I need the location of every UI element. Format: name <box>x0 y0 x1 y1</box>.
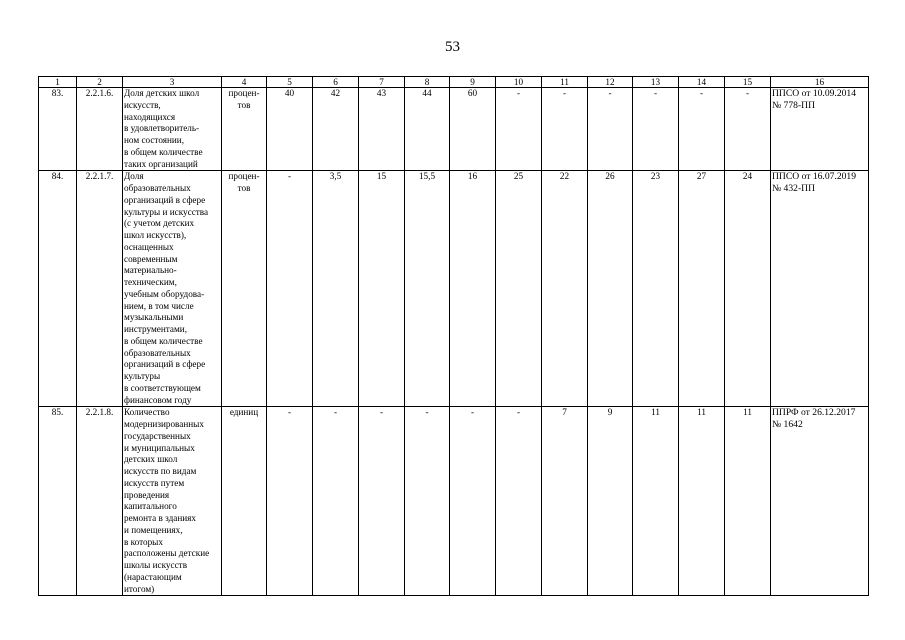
header-row <box>39 77 869 88</box>
column-header: 11 <box>542 77 588 88</box>
value-cell: 11 <box>725 407 771 596</box>
cell-text-line: ППСО от 10.09.2014 <box>772 88 857 99</box>
column-header: 16 <box>771 77 869 88</box>
value-cell: - <box>588 88 633 171</box>
cell-text-line: модернизированных <box>124 419 204 429</box>
cell-text-line: искусств путем <box>124 477 185 488</box>
cell-text-line: государственных <box>124 430 191 441</box>
cell-text-line: школы искусств <box>124 560 188 570</box>
cell-text-line: Доля <box>124 171 144 182</box>
value-cell: - <box>542 88 588 171</box>
cell-text-line: в удовлетворитель- <box>124 123 200 134</box>
cell-text-line: ном состоянии, <box>124 135 185 145</box>
cell-text-line: и муниципальных <box>124 442 195 453</box>
value-cell: 26 <box>588 171 633 407</box>
value-cell: 7 <box>542 407 588 596</box>
row-number-cell: 85. <box>39 407 77 596</box>
cell-text-line: в которых <box>124 536 163 547</box>
cell-text-line: ППРФ от 26.12.2017 <box>772 407 856 419</box>
value-cell: - <box>359 407 405 596</box>
cell-text-line: образовательных <box>124 183 191 193</box>
cell-text-line: детских школ <box>124 454 178 465</box>
cell-text-line: № 778-ПП <box>772 99 815 111</box>
column-header: 1 <box>39 77 77 88</box>
value-cell: - <box>450 407 496 596</box>
column-header: 10 <box>496 77 542 88</box>
row-number-cell: 83. <box>39 88 77 171</box>
cell-text-line: (нарастающим <box>124 571 182 582</box>
value-cell: 23 <box>633 171 679 407</box>
cell-text-line: материально- <box>124 265 177 276</box>
cell-text-line: Количество <box>124 407 170 418</box>
column-header: 12 <box>588 77 633 88</box>
cell-text-line: музыкальными <box>124 312 184 323</box>
cell-text-line: инструментами, <box>124 324 188 334</box>
indicator-name-cell <box>123 171 222 407</box>
indicator-code-cell: 2.2.1.7. <box>77 171 123 407</box>
cell-text-line: итогом) <box>124 583 155 594</box>
cell-text-line: расположены детские <box>124 548 210 559</box>
cell-text-line: организаций в сфере <box>124 194 206 205</box>
cell-text-line: № 432-ПП <box>772 183 815 194</box>
column-header: 8 <box>405 77 450 88</box>
indicator-code-cell: 2.2.1.8. <box>77 407 123 596</box>
cell-text-line: ППСО от 16.07.2019 <box>772 171 857 183</box>
column-header: 13 <box>633 77 679 88</box>
cell-text-line: тов <box>237 183 251 193</box>
column-header: 2 <box>77 77 123 88</box>
row-number-cell: 84. <box>39 171 77 407</box>
indicator-table <box>38 76 869 596</box>
column-header: 3 <box>123 77 222 88</box>
cell-text-line: № 1642 <box>772 419 803 430</box>
value-cell: - <box>267 171 313 407</box>
column-header: 9 <box>450 77 496 88</box>
cell-text-line: финансовом году <box>124 394 192 405</box>
value-cell: - <box>679 88 725 171</box>
source-document-cell <box>771 171 869 407</box>
value-cell: - <box>496 407 542 596</box>
indicator-code-cell: 2.2.1.6. <box>77 88 123 171</box>
value-cell: 42 <box>313 88 359 171</box>
page-number: 53 <box>445 39 460 55</box>
value-cell: 11 <box>679 407 725 596</box>
cell-text-line: учебным оборудова- <box>124 288 205 299</box>
source-document-cell <box>771 407 869 596</box>
cell-text-line: процен- <box>228 88 260 98</box>
source-document-cell <box>771 88 869 171</box>
cell-text-line: нием, в том числе <box>124 300 194 311</box>
value-cell: 22 <box>542 171 588 407</box>
value-cell: - <box>496 88 542 171</box>
value-cell: - <box>267 407 313 596</box>
value-cell: 15 <box>359 171 405 407</box>
value-cell: 9 <box>588 407 633 596</box>
value-cell: 15,5 <box>405 171 450 407</box>
value-cell: - <box>633 88 679 171</box>
cell-text-line: процен- <box>228 171 260 182</box>
value-cell: 3,5 <box>313 171 359 407</box>
cell-text-line: проведения <box>124 489 170 500</box>
column-header: 6 <box>313 77 359 88</box>
value-cell: - <box>313 407 359 596</box>
cell-text-line: ремонта в зданиях <box>124 513 197 523</box>
value-cell: - <box>725 88 771 171</box>
value-cell: 27 <box>679 171 725 407</box>
unit-cell <box>222 88 267 171</box>
cell-text-line: культуры <box>124 371 161 381</box>
table-row <box>39 171 869 407</box>
cell-text-line: современным <box>124 253 178 264</box>
value-cell: 43 <box>359 88 405 171</box>
cell-text-line: образовательных <box>124 347 191 358</box>
value-cell: 16 <box>450 171 496 407</box>
value-cell: 60 <box>450 88 496 171</box>
cell-text-line: находящихся <box>124 111 176 122</box>
cell-text-line: оснащенных <box>124 241 174 252</box>
cell-text-line: тов <box>237 99 251 110</box>
cell-text-line: культуры и искусства <box>124 206 209 217</box>
column-header: 5 <box>267 77 313 88</box>
indicator-name-cell <box>123 88 222 171</box>
table-row <box>39 407 869 596</box>
cell-text-line: организаций в сфере <box>124 359 206 370</box>
cell-text-line: школ искусств), <box>124 230 187 240</box>
column-header: 14 <box>679 77 725 88</box>
value-cell: 24 <box>725 171 771 407</box>
column-header: 7 <box>359 77 405 88</box>
unit-cell <box>222 407 267 596</box>
cell-text-line: искусств, <box>124 99 161 110</box>
cell-text-line: в общем количестве <box>124 146 203 157</box>
cell-text-line: в общем количестве <box>124 335 203 346</box>
value-cell: 11 <box>633 407 679 596</box>
column-header: 4 <box>222 77 267 88</box>
indicator-name-cell <box>123 407 222 596</box>
unit-cell <box>222 171 267 407</box>
value-cell: 44 <box>405 88 450 171</box>
table-body <box>39 77 869 596</box>
cell-text-line: единиц <box>229 407 259 418</box>
cell-text-line: капитального <box>124 501 177 512</box>
column-header: 15 <box>725 77 771 88</box>
cell-text-line: техническим, <box>124 277 177 287</box>
cell-text-line: искусств по видам <box>124 466 197 476</box>
cell-text-line: и помещениях, <box>124 524 183 535</box>
cell-text-line: Доля детских школ <box>124 88 200 98</box>
value-cell: 25 <box>496 171 542 407</box>
table-row <box>39 88 869 171</box>
value-cell: - <box>405 407 450 596</box>
value-cell: 40 <box>267 88 313 171</box>
cell-text-line: таких организаций <box>124 158 198 169</box>
cell-text-line: (с учетом детских <box>124 218 195 229</box>
cell-text-line: в соответствующем <box>124 382 201 393</box>
